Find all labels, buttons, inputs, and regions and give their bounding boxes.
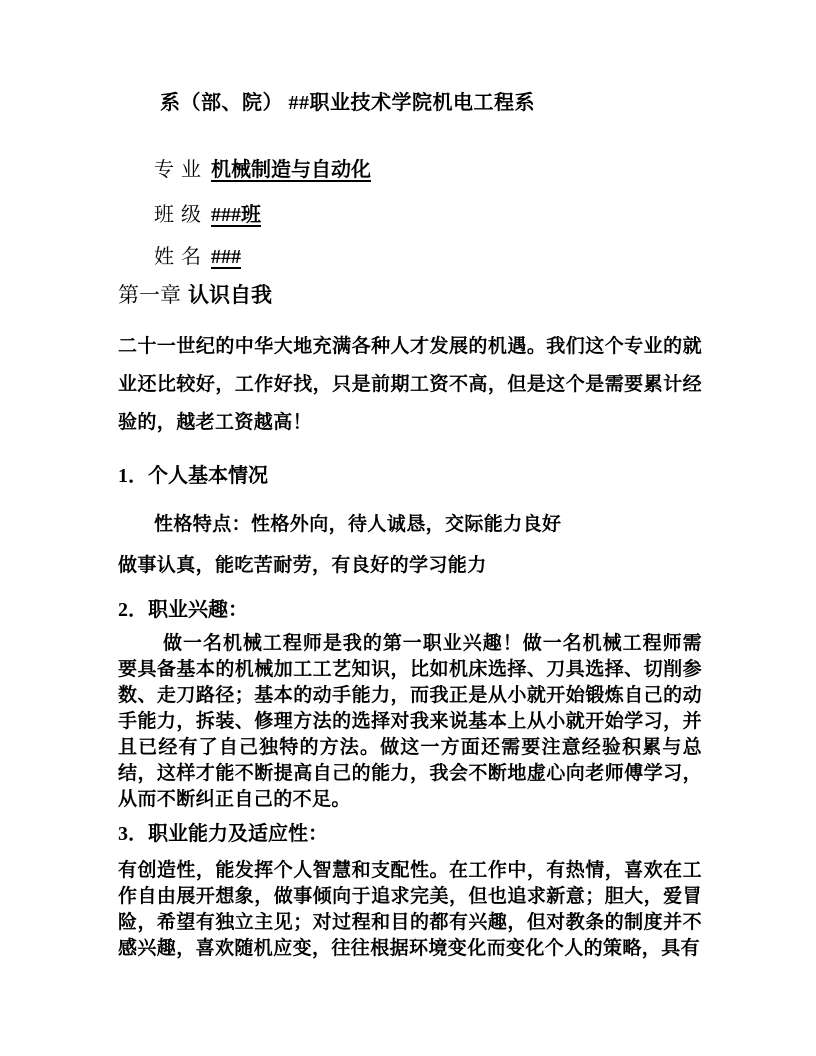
field-name [118, 245, 702, 270]
department-line: 系（部、院） ##职业技术学院机电工程系 [160, 92, 535, 114]
field-major-label: 专 业 [154, 159, 202, 181]
field-name-value: ### [211, 246, 241, 268]
career-ability-paragraph: 有创造性，能发挥个人智慧和支配性。在工作中，有热情，喜欢在工作自由展开想象，做事倾向于追求完美，但也追求新意；胆大，爱冒险，希望有独立主见；对过程和目的都有兴趣，但对教条的制度并不感兴趣，喜欢随机应变，往往根据环境变化而变化个人的策略，具有 [118, 860, 702, 959]
chapter-heading [118, 282, 702, 308]
field-class-label: 班 级 [154, 204, 202, 226]
field-name-label: 姓 名 [154, 246, 202, 268]
personality-traits-line: 性格特点：性格外向，待人诚恳，交际能力良好 [154, 514, 562, 535]
field-class-value: ###班 [211, 204, 261, 226]
section-heading-basic-info: 1．个人基本情况 [118, 465, 268, 487]
chapter-title: 认识自我 [188, 283, 272, 307]
chapter-number: 第一章 [118, 283, 181, 307]
intro-paragraph: 二十一世纪的中华大地充满各种人才发展的机遇。我们这个专业的就业还比较好，工作好找，只是前期工资不高，但是这个是需要累计经验的，越老工资越高！ [118, 336, 702, 433]
section-heading-career-ability: 3．职业能力及适应性： [118, 823, 328, 845]
career-interest-paragraph: 做一名机械工程师是我的第一职业兴趣！做一名机械工程师需要具备基本的机械加工工艺知识，比如机床选择、刀具选择、切削参数、走刀路径；基本的动手能力，而我正是从小就开始锻炼自己的动手能力，拆装、修理方法的选择对我来说基本上从小就开始学习，并且已经有了自己独特的方法。做这一方面还需要注意经验积累与总结，这样才能不断提高自己的能力，我会不断地虚心向老师傅学习，从而不断纠正自己的不足。 [118, 633, 702, 810]
section-heading-career-interest: 2．职业兴趣： [118, 599, 248, 621]
field-major-value: 机械制造与自动化 [211, 159, 371, 181]
field-major [118, 158, 702, 183]
work-attitude-line: 做事认真，能吃苦耐劳，有良好的学习能力 [118, 555, 487, 576]
field-class [118, 203, 702, 228]
